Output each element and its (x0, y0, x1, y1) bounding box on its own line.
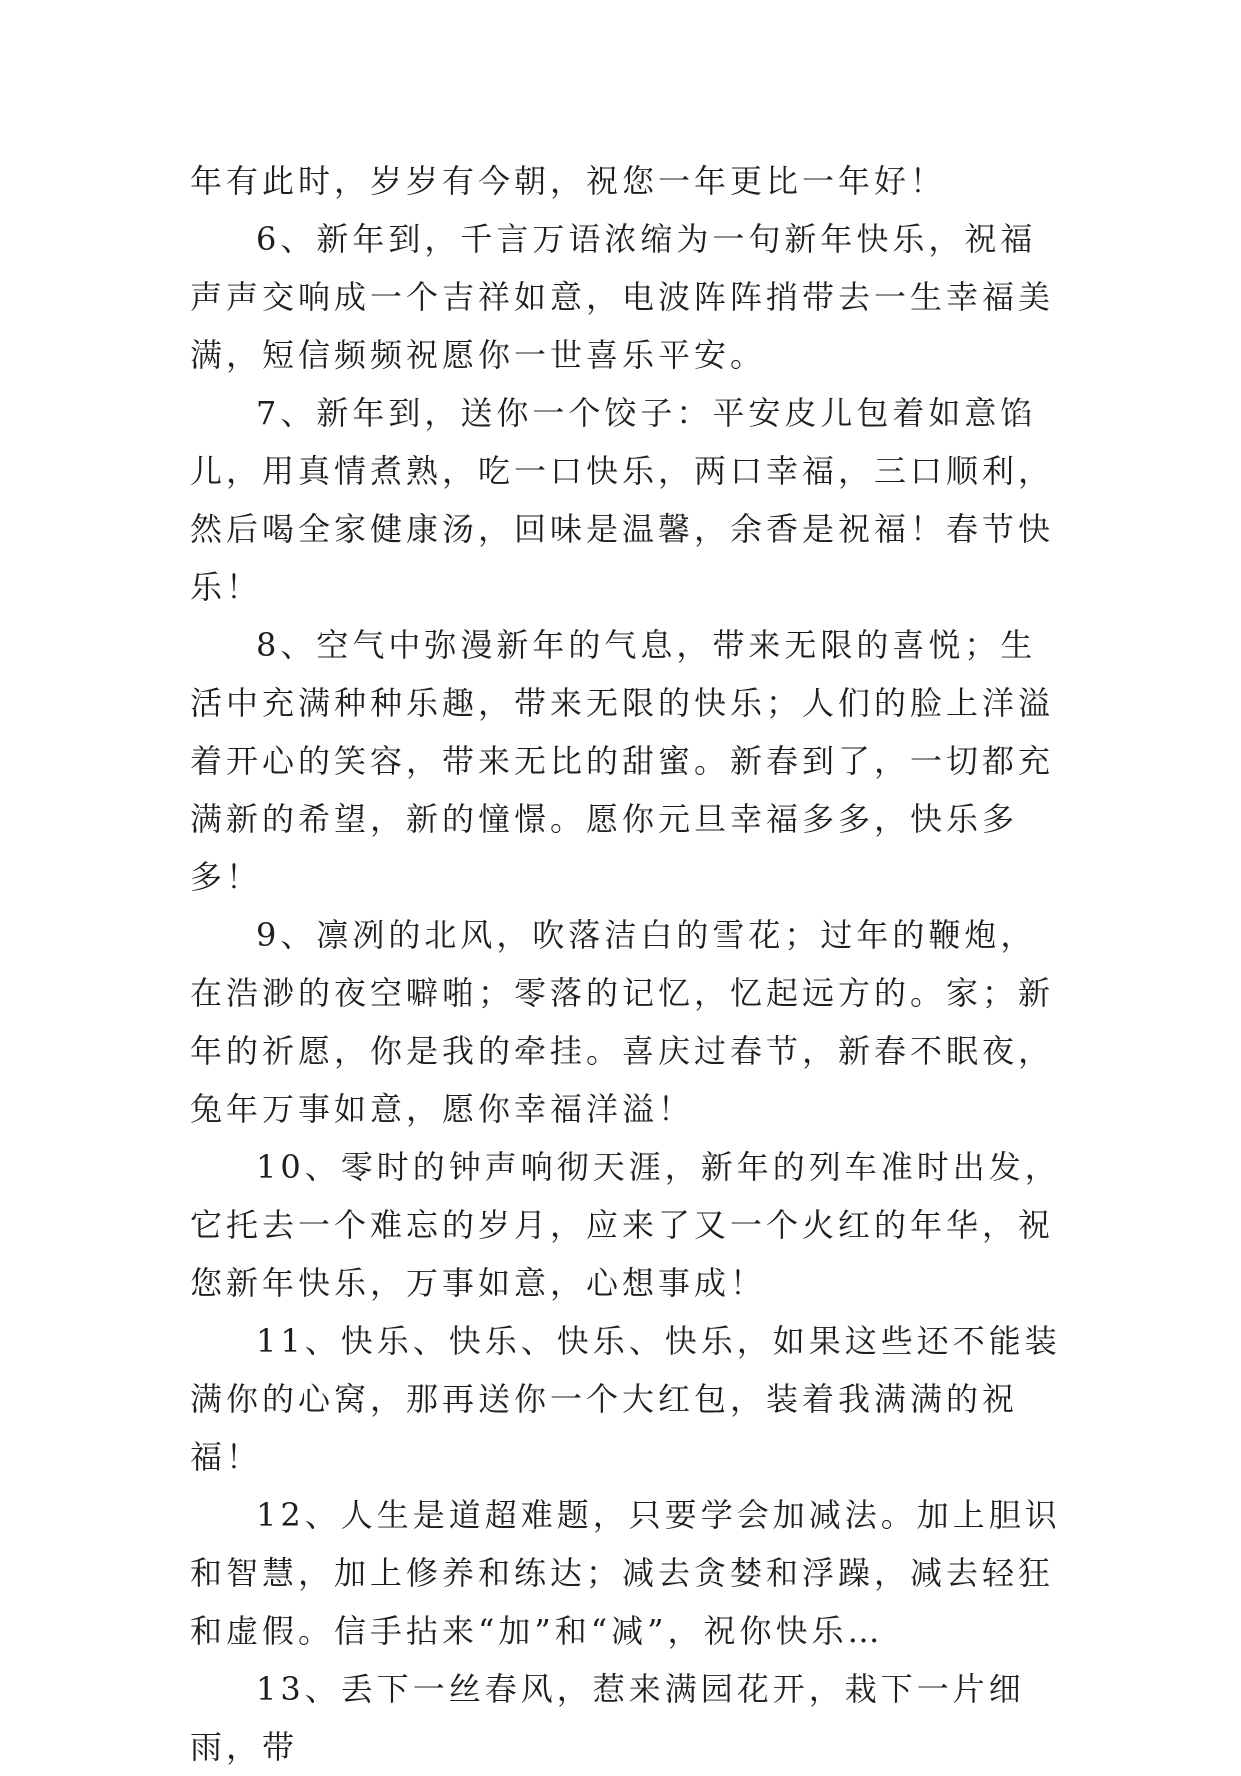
paragraph-item-11: 11、快乐、快乐、快乐、快乐，如果这些还不能装满你的心窝，那再送你一个大红包，装着我满满的祝福！ (190, 1322, 1061, 1476)
paragraph-item-9: 9、凛冽的北风，吹落洁白的雪花；过年的鞭炮，在浩渺的夜空噼啪；零落的记忆，忆起远方的。家；新年的祈愿，你是我的牵挂。喜庆过春节，新春不眠夜，兔年万事如意，愿你幸福洋溢！ (190, 916, 1055, 1128)
paragraph-item-10: 10、零时的钟声响彻天涯，新年的列车准时出发，它托去一个难忘的岁月，应来了又一个火红的年华，祝您新年快乐，万事如意，心想事成！ (190, 1148, 1061, 1302)
paragraph-continuation: 年有此时，岁岁有今朝，祝您一年更比一年好！ (190, 162, 947, 200)
paragraph-item-12: 12、人生是道超难题，只要学会加减法。加上胆识和智慧，加上修养和练达；减去贪婪和浮躁，减去轻狂和虚假。信手拈来“加”和“减”，祝你快乐… (190, 1496, 1061, 1650)
paragraph-item-6: 6、新年到，千言万语浓缩为一句新年快乐，祝福声声交响成一个吉祥如意，电波阵阵捎带去一生幸福美满，短信频频祝愿你一世喜乐平安。 (190, 220, 1055, 374)
paragraph-item-8: 8、空气中弥漫新年的气息，带来无限的喜悦；生活中充满种种乐趣，带来无限的快乐；人们的脸上洋溢着开心的笑容，带来无比的甜蜜。新春到了，一切都充满新的希望，新的憧憬。愿你元旦幸福多多，快乐多多！ (190, 626, 1055, 896)
paragraph-item-13: 13、丢下一丝春风，惹来满园花开，栽下一片细雨，带 (190, 1670, 1025, 1766)
document-body (190, 152, 1070, 1776)
paragraph-item-7: 7、新年到，送你一个饺子：平安皮儿包着如意馅儿，用真情煮熟，吃一口快乐，两口幸福，三口顺利，然后喝全家健康汤，回味是温馨，余香是祝福！春节快乐！ (190, 394, 1055, 606)
